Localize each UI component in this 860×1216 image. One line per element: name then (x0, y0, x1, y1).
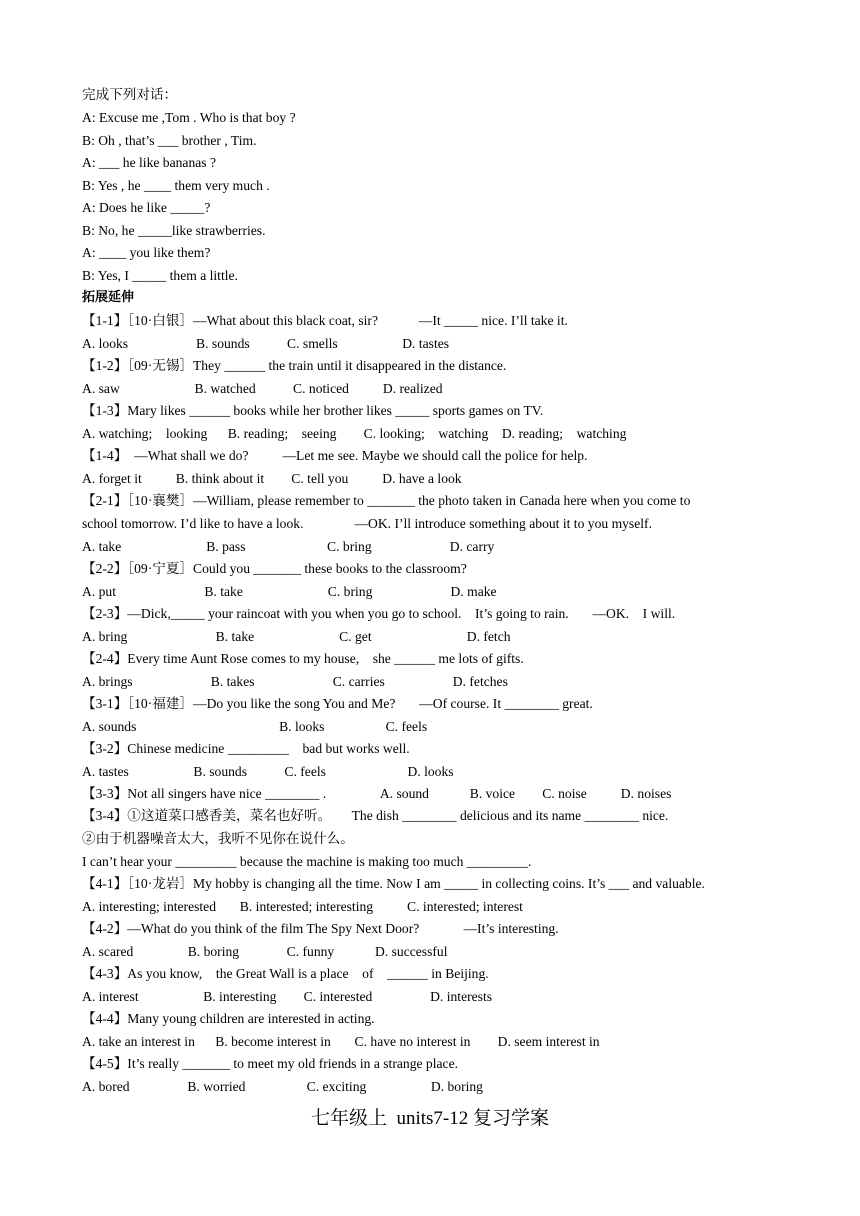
options-4-3: A. interest B. interesting C. interested D. interests (82, 989, 493, 1004)
question-3-1: 【3-1】［10·福建］—Do you like the song You and Me? —Of course. It ________ great. (82, 696, 593, 711)
question-2-1-cont: school tomorrow. I’d like to have a look. —OK. I’ll introduce something about it to you myself. (82, 516, 652, 531)
options-4-4: A. take an interest in B. become interest in C. have no interest in D. seem interest in (82, 1034, 600, 1049)
dialogue-line: A: Does he like _____? (82, 200, 211, 215)
question-3-3: 【3-3】Not all singers have nice ________ . A. sound B. voice C. noise D. noises (82, 786, 672, 801)
options-1-2: A. saw B. watched C. noticed D. realized (82, 381, 443, 396)
dialogue-line: B: Oh , that’s ___ brother , Tim. (82, 133, 257, 148)
dialogue-line: B: Yes , he ____ them very much . (82, 178, 270, 193)
question-2-3: 【2-3】—Dick,_____ your raincoat with you when you go to school. It’s going to rain. —OK. I will. (82, 606, 676, 621)
options-2-2: A. put B. take C. bring D. make (82, 584, 497, 599)
question-4-3: 【4-3】As you know, the Great Wall is a place of ______ in Beijing. (82, 966, 489, 981)
options-4-5: A. bored B. worried C. exciting D. boring (82, 1079, 483, 1094)
question-3-4-cont: I can’t hear your _________ because the machine is making too much _________. (82, 854, 532, 869)
question-1-2: 【1-2】［09·无锡］They ______ the train until it disappeared in the distance. (82, 358, 507, 373)
question-3-4-part2: ②由于机器噪音太大，我听不见你在说什么。 (82, 831, 354, 846)
question-2-1: 【2-1】［10·襄樊］—William, please remember to _______ the photo taken in Canada here when you come to (82, 493, 691, 508)
options-2-1: A. take B. pass C. bring D. carry (82, 539, 495, 554)
question-4-1: 【4-1】［10·龙岩］My hobby is changing all the time. Now I am _____ in collecting coins. It’s ___ and valuable. (82, 876, 705, 891)
options-2-4: A. brings B. takes C. carries D. fetches (82, 674, 508, 689)
dialogue-line: A: Excuse me ,Tom . Who is that boy ? (82, 110, 296, 125)
question-4-4: 【4-4】Many young children are interested in acting. (82, 1011, 375, 1026)
section-title-extension: 拓展延伸 (82, 290, 135, 305)
question-1-3: 【1-3】Mary likes ______ books while her brother likes _____ sports games on TV. (82, 403, 544, 418)
dialogue-line: B: Yes, I _____ them a little. (82, 268, 238, 283)
dialogue-line: A: ____ you like them? (82, 245, 211, 260)
section-title-dialogue: 完成下列对话： (82, 87, 178, 102)
question-2-4: 【2-4】Every time Aunt Rose comes to my house, she ______ me lots of gifts. (82, 651, 524, 666)
options-3-2: A. tastes B. sounds C. feels D. looks (82, 764, 454, 779)
options-2-3: A. bring B. take C. get D. fetch (82, 629, 511, 644)
options-1-4: A. forget it B. think about it C. tell you D. have a look (82, 471, 462, 486)
question-1-1: 【1-1】［10·白银］—What about this black coat, sir? —It _____ nice. I’ll take it. (82, 313, 568, 328)
question-3-4: 【3-4】①这道菜口感香美，菜名也好听。 The dish ________ delicious and its name ________ nice. (82, 808, 669, 823)
options-4-1: A. interesting; interested B. interested; interesting C. interested; interest (82, 899, 523, 914)
question-3-2: 【3-2】Chinese medicine _________ bad but works well. (82, 741, 410, 756)
question-4-5: 【4-5】It’s really _______ to meet my old friends in a strange place. (82, 1056, 458, 1071)
question-1-4: 【1-4】 —What shall we do? —Let me see. Maybe we should call the police for help. (82, 448, 588, 463)
dialogue-line: B: No, he _____like strawberries. (82, 223, 266, 238)
page-footer: 七年级上 units7-12 复习学案 (310, 1108, 550, 1129)
question-4-2: 【4-2】—What do you think of the film The Spy Next Door? —It’s interesting. (82, 921, 559, 936)
options-1-1: A. looks B. sounds C. smells D. tastes (82, 336, 450, 351)
question-2-2: 【2-2】［09·宁夏］Could you _______ these books to the classroom? (82, 561, 467, 576)
options-4-2: A. scared B. boring C. funny D. successful (82, 944, 448, 959)
options-3-1: A. sounds B. looks C. feels (82, 719, 428, 734)
options-1-3: A. watching; looking B. reading; seeing C. looking; watching D. reading; watching (82, 426, 627, 441)
dialogue-line: A: ___ he like bananas ? (82, 155, 217, 170)
